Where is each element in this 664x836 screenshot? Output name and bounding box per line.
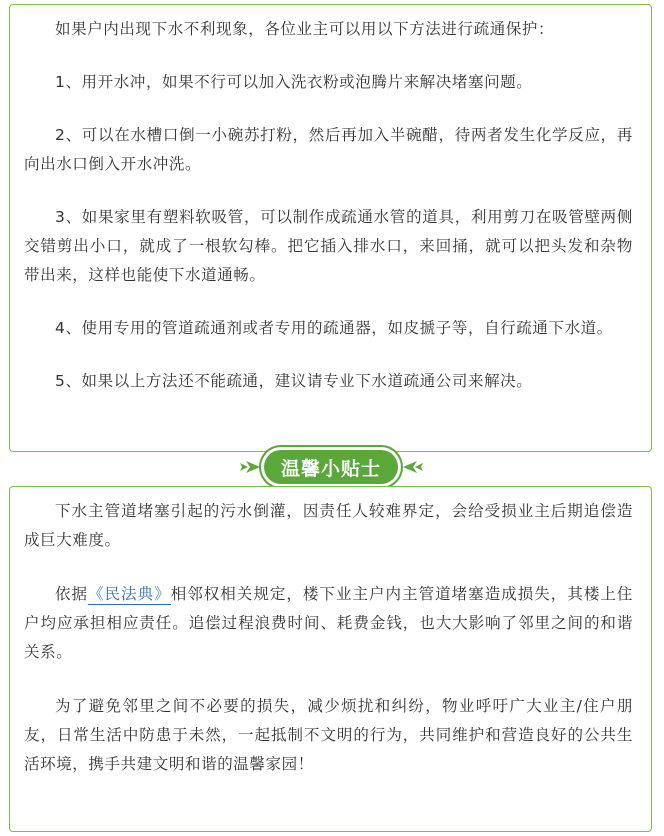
- method-item-4: 4、使用专用的管道疏通剂或者专用的疏通器，如皮搋子等，自行疏通下水道。: [55, 319, 613, 337]
- method-item-1: 1、用开水冲，如果不行可以加入洗衣粉或泡腾片来解决堵塞问题。: [55, 73, 533, 91]
- leaf-decoration-icon: [240, 460, 260, 474]
- tips-paragraph-2: [24, 580, 633, 667]
- method-item-5: 5、如果以上方法还不能疏通，建议请专业下水道疏通公司来解决。: [55, 372, 533, 390]
- leaf-decoration-icon: [403, 460, 423, 474]
- tips-banner: 温馨小贴士: [264, 450, 398, 484]
- tips-paragraph-2-prefix: 依据: [55, 585, 89, 603]
- tips-paragraph-1: 下水主管道堵塞引起的污水倒灌，因责任人较难界定，会给受损业主后期追偿造成巨大难度。: [24, 502, 633, 549]
- methods-panel: [9, 4, 652, 452]
- method-item-3: 3、如果家里有塑料软吸管，可以制作成疏通水管的道具，利用剪刀在吸管壁两侧交错剪出小口，就成了一根软勾棒。把它插入排水口，来回捅，就可以把头发和杂物带出来，这样也能使下水道通畅。: [24, 208, 633, 284]
- tips-paragraph-3: 为了避免邻里之间不必要的损失，减少烦扰和纠纷，物业呼吁广大业主/住户朋友，日常生活中防患于未然，一起抵制不文明的行为，共同维护和营造良好的公共生活环境，携手共建文明和谐的温馨家园！: [24, 697, 633, 773]
- methods-intro: 如果户内出现下水不利现象，各位业主可以用以下方法进行疏通保护：: [55, 20, 555, 38]
- civil-code-link[interactable]: 《民法典》: [88, 585, 171, 603]
- tips-banner-area: [0, 446, 664, 490]
- tips-paragraph-2-text: 相邻权相关规定，楼下业主户内主管道堵塞造成损失，其楼上住户均应承担相应责任。追偿过程浪费时间、耗费金钱，也大大影响了邻里之间的和谐关系。: [24, 585, 633, 661]
- method-item-2: 2、可以在水槽口倒一小碗苏打粉，然后再加入半碗醋，待两者发生化学反应，再向出水口倒入开水冲洗。: [24, 126, 633, 173]
- tips-panel: [9, 486, 652, 832]
